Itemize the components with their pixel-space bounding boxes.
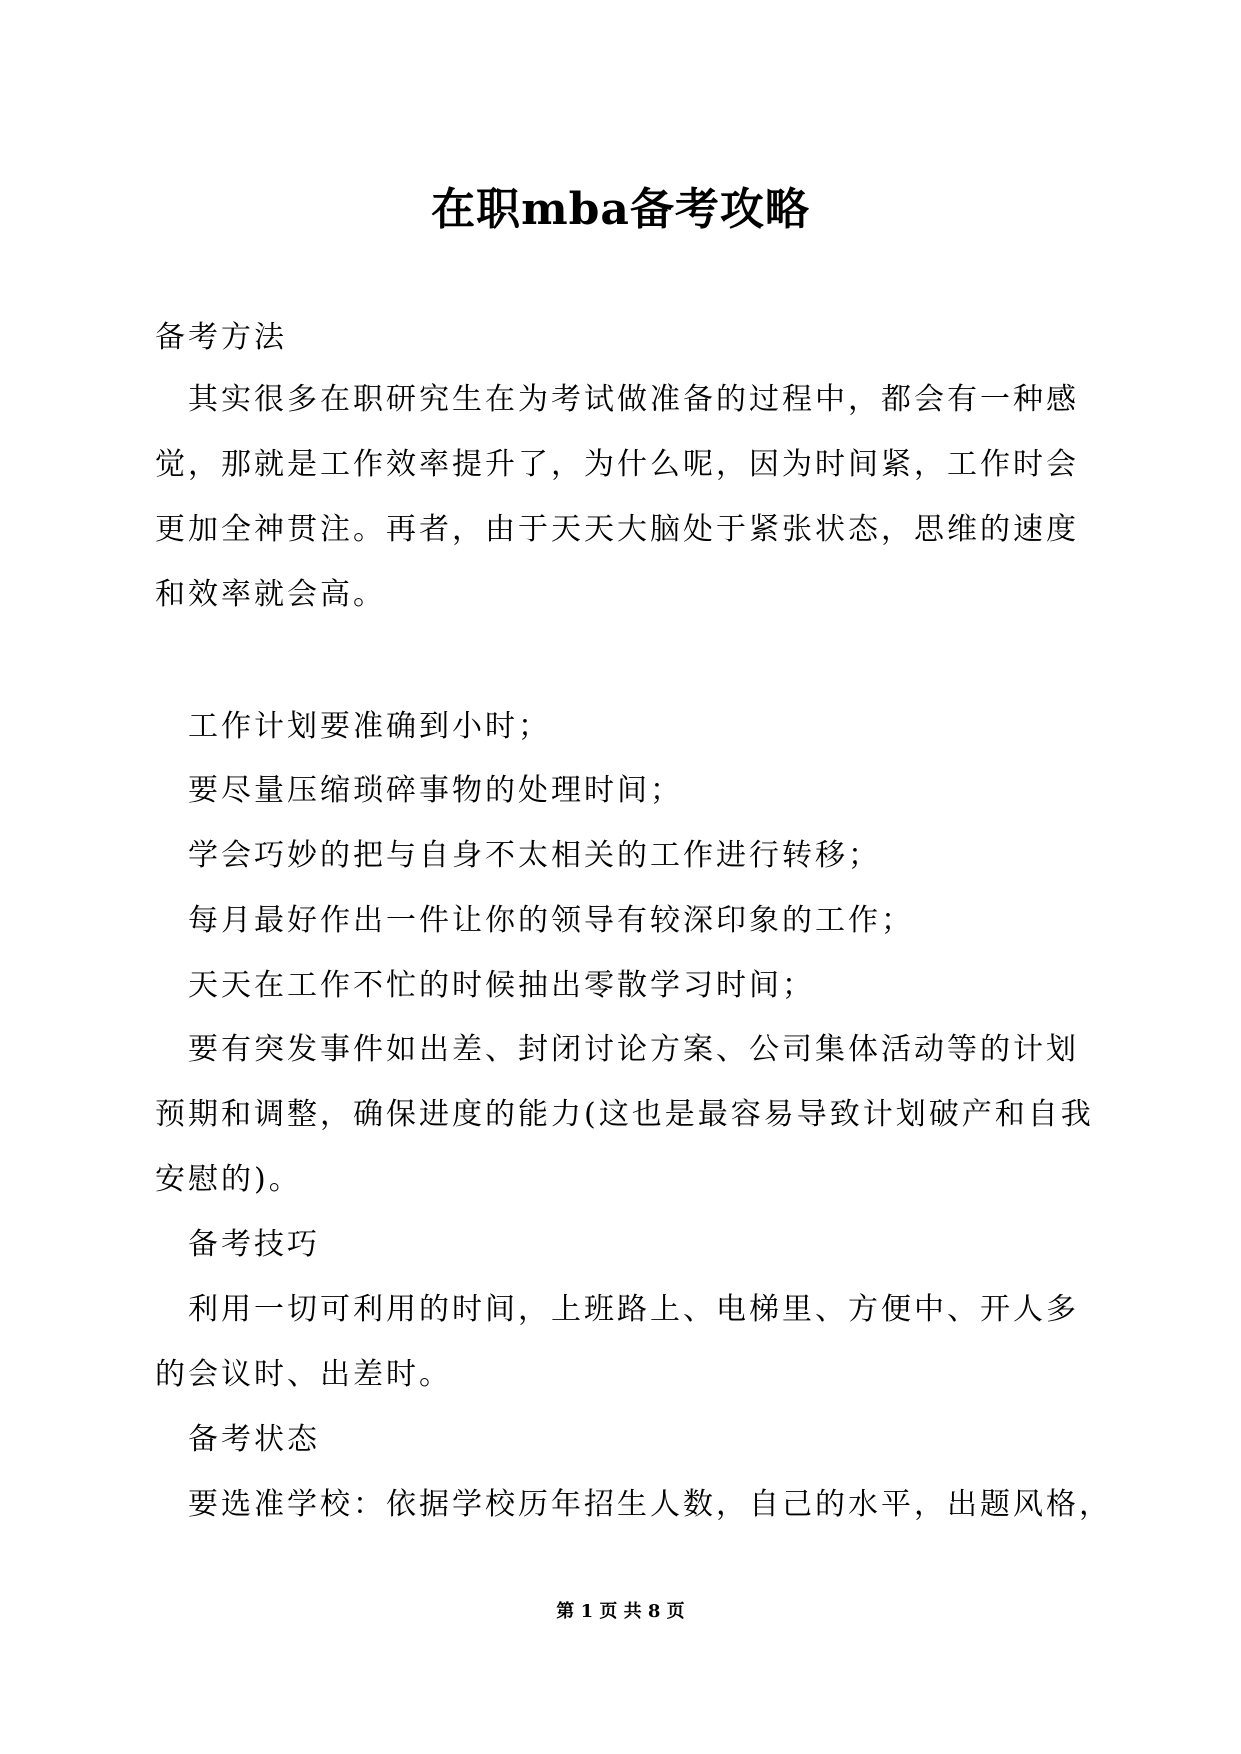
page-footer: 第 1 页 共 8 页 (556, 1601, 685, 1622)
list-item: 要尽量压缩琐碎事物的处理时间； (188, 773, 683, 808)
list-item: 每月最好作出一件让你的领导有较深印象的工作； (188, 903, 914, 938)
list-item: 学会巧妙的把与自身不太相关的工作进行转移； (188, 838, 881, 873)
paragraph-line: 的会议时、出差时。 (155, 1357, 452, 1392)
paragraph-line: 觉，那就是工作效率提升了，为什么呢，因为时间紧，工作时会 (155, 447, 1079, 482)
list-item: 要有突发事件如出差、封闭讨论方案、公司集体活动等的计划 (188, 1032, 1079, 1067)
section-heading-state: 备考状态 (188, 1422, 320, 1457)
paragraph-line: 更加全神贯注。再者，由于天天大脑处于紧张状态，思维的速度 (155, 512, 1079, 547)
paragraph-line: 要选准学校：依据学校历年招生人数，自己的水平，出题风格， (188, 1487, 1112, 1522)
list-item: 天天在工作不忙的时候抽出零散学习时间； (188, 968, 815, 1003)
paragraph-line: 其实很多在职研究生在为考试做准备的过程中，都会有一种感 (188, 382, 1079, 417)
list-item: 工作计划要准确到小时； (188, 709, 551, 744)
paragraph-line: 安慰的)。 (155, 1162, 302, 1197)
section-heading-method: 备考方法 (155, 320, 287, 355)
paragraph-line: 预期和调整，确保进度的能力(这也是最容易导致计划破产和自我 (155, 1097, 1094, 1132)
paragraph-line: 和效率就会高。 (155, 577, 386, 612)
document-title: 在职mba备考攻略 (431, 184, 810, 235)
paragraph-line: 利用一切可利用的时间，上班路上、电梯里、方便中、开人多 (188, 1292, 1079, 1327)
section-heading-tips: 备考技巧 (188, 1227, 320, 1262)
